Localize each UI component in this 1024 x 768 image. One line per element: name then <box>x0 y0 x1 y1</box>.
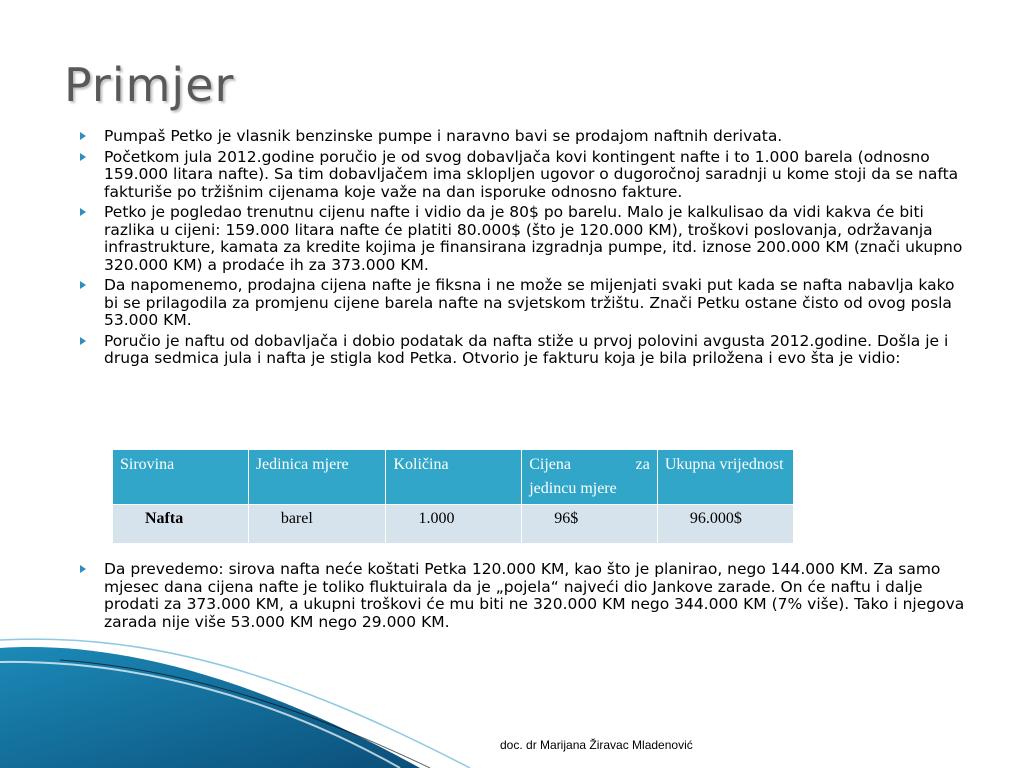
header-sirovina: Sirovina <box>113 450 249 505</box>
bullet-text: Poručio je naftu od dobavljača i dobio podatak da nafta stiže u prvoj polovini avgusta 2012.godine. Došla je i druga sedmica jula i nafta je stigla kod Petka. Otvorio je fakturu koja je bila priložena i evo šta je vidio: <box>104 331 949 367</box>
bullet-text: Petko je pogledao trenutnu cijenu nafte i vidio da je 80$ po barelu. Malo je kalkulisao da vidi kakva će biti razlika u cijeni: 159.000 litara nafte će platiti 80.000$ (što je 120.000 KM), troškovi poslovanja, održavanja infrastrukture, kamata za kredite kojima je finansirana izgradnja pumpe, itd. iznose 200.000 KM (znači ukupno 320.000 KM) a prodaće ih za 373.000 KM. <box>104 203 963 274</box>
header-kolicina: Količina <box>386 450 522 505</box>
bullet-list <box>76 128 968 371</box>
bullet-item <box>76 128 968 146</box>
invoice-table <box>112 449 794 544</box>
header-cijena <box>522 450 658 505</box>
cell-sirovina: Nafta <box>113 505 249 544</box>
table-header-row <box>113 450 794 505</box>
header-cijena-word: Cijena <box>529 456 571 473</box>
bullet-text: Početkom jula 2012.godine poručio je od svog dobavljača kovi kontingent nafte i to 1.000 barela (odnosno 159.000 litara nafte). Sa tim dobavljačem ima sklopljen ugovor o dugoročnoj saradnji u kome stoji da se nafta fakturiše po tržišnim cijenama koje važe na dan isporuke odnosno fakture. <box>104 147 959 201</box>
header-jedinica-mjere: Jedinica mjere <box>248 450 386 505</box>
arrow-bullet-icon <box>80 565 86 573</box>
header-ukupna-vrijednost: Ukupna vrijednost <box>657 450 793 505</box>
cell-kolicina: 1.000 <box>386 505 522 544</box>
footer-author: doc. dr Marijana Žiravac Mladenović <box>500 738 693 752</box>
bullet-item <box>76 149 968 202</box>
header-jedinicu-mjere: jedincu mjere <box>529 480 617 497</box>
bullet-item <box>76 204 968 274</box>
bullet-text: Pumpaš Petko je vlasnik benzinske pumpe i naravno bavi se prodajom naftnih derivata. <box>104 127 783 145</box>
bullet-item <box>76 277 968 330</box>
cell-cijena: 96$ <box>522 505 658 544</box>
arrow-bullet-icon <box>80 281 86 289</box>
cell-jedinica: barel <box>248 505 386 544</box>
cell-ukupno: 96.000$ <box>657 505 793 544</box>
bullet-item <box>76 333 968 368</box>
arrow-bullet-icon <box>80 132 86 140</box>
bullet-text: Da napomenemo, prodajna cijena nafte je fiksna i ne može se mijenjati svaki put kada se nafta nabavlja kako bi se prilagodila za promjenu cijene barela nafte na svjetskom tržištu. Znači Petku ostane čisto od ovog posla 53.000 KM. <box>104 276 955 329</box>
bullet-item <box>76 561 968 631</box>
arrow-bullet-icon <box>80 153 86 161</box>
table-row <box>113 505 794 544</box>
arrow-bullet-icon <box>80 208 86 216</box>
header-za-word: za <box>635 456 650 473</box>
slide-title: Primjer <box>64 58 235 112</box>
bullet-list-after-table <box>76 561 968 634</box>
arrow-bullet-icon <box>80 337 86 345</box>
bullet-text: Da prevedemo: sirova nafta neće koštati Petka 120.000 KM, kao što je planirao, nego 144.000 KM. Za samo mjesec dana cijena nafte je toliko fluktuirala da je „pojela“ najveći dio Jankove zarade. On će naftu i dalje prodati za 373.000 KM, a ukupni troškovi će mu biti ne 320.000 KM nego 344.000 KM (7% više). Tako i njegova zarada nije više 53.000 KM nego 29.000 KM. <box>104 560 965 631</box>
